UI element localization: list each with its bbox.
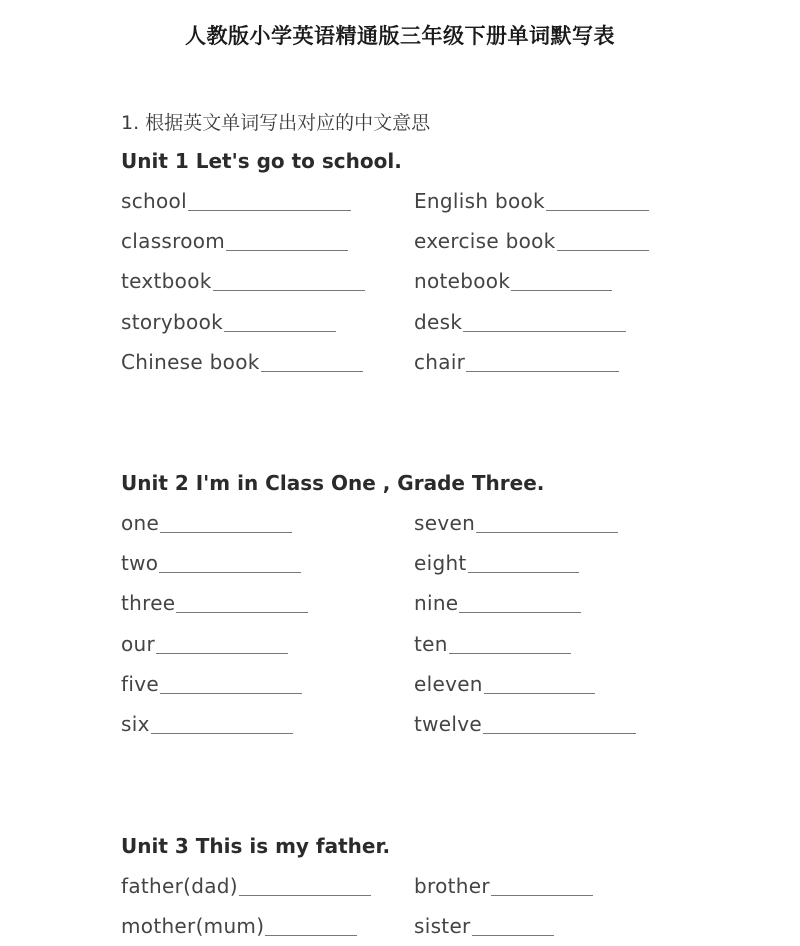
word-item [121,342,363,382]
word-row [121,906,471,946]
word-label: two [121,551,159,576]
answer-blank[interactable] [491,875,593,896]
word-label: three [121,591,176,616]
word-item [414,624,571,664]
answer-blank[interactable] [213,270,365,291]
answer-blank[interactable] [226,230,348,251]
word-label: mother(mum) [121,914,265,939]
word-row [121,181,545,221]
word-item [121,583,308,623]
word-label: storybook [121,309,224,334]
answer-blank[interactable] [466,351,619,372]
word-row [121,221,556,261]
answer-blank[interactable] [468,552,579,573]
word-item [414,221,649,261]
answer-blank[interactable] [156,633,288,654]
unit-title: Unit 2 I'm in Class One , Grade Three. [121,471,545,495]
answer-blank[interactable] [160,512,292,533]
answer-blank[interactable] [472,915,554,936]
answer-blank[interactable] [224,311,336,332]
answer-blank[interactable] [188,190,351,211]
answer-blank[interactable] [476,512,618,533]
answer-blank[interactable] [151,713,293,734]
word-row [121,302,463,342]
word-item [414,664,595,704]
word-item [121,302,336,342]
word-row [121,543,544,583]
unit-1-section [121,141,556,382]
word-label: classroom [121,229,226,254]
word-row [121,342,466,382]
word-label: one [121,511,160,535]
answer-blank[interactable] [511,270,612,291]
answer-blank[interactable] [557,230,649,251]
word-label: English book [414,189,545,213]
answer-blank[interactable] [239,875,371,896]
answer-blank[interactable] [459,592,581,613]
unit-title: Unit 3 This is my father. [121,834,391,858]
word-item [414,906,554,946]
word-label: twelve [414,711,483,736]
word-item [414,503,618,543]
word-label: notebook [414,269,511,294]
answer-blank[interactable] [261,351,363,372]
word-label: six [121,711,150,736]
word-item [121,221,348,261]
word-item [121,503,292,543]
word-label: ten [414,631,448,656]
word-row [121,261,511,301]
unit-3-section [121,826,490,946]
answer-blank[interactable] [449,633,571,654]
word-label: textbook [121,269,212,294]
word-label: exercise book [414,229,556,254]
word-label: Chinese book [121,349,260,374]
word-item [414,583,581,623]
word-label: sister [414,914,471,939]
word-label: brother [414,874,490,898]
word-item [414,866,593,906]
word-item [121,624,288,664]
answer-blank[interactable] [159,552,301,573]
answer-blank[interactable] [463,311,626,332]
word-item [121,664,302,704]
answer-blank[interactable] [176,592,308,613]
answer-blank[interactable] [484,673,595,694]
word-item [121,866,371,906]
word-label: seven [414,511,476,535]
word-item [414,181,649,221]
word-label: eleven [414,671,483,696]
word-item [121,704,293,744]
word-label: our [121,631,156,656]
unit-title: Unit 1 Let's go to school. [121,149,402,173]
page-title: 人教版小学英语精通版三年级下册单词默写表 [185,24,615,48]
word-item [121,543,301,583]
word-row [121,583,544,623]
word-row [121,624,544,664]
word-row [121,866,490,906]
word-item [414,342,619,382]
word-label: eight [414,551,467,576]
word-item [121,261,365,301]
word-row [121,704,544,744]
instruction-text: 1. 根据英文单词写出对应的中文意思 [121,112,431,134]
word-row [121,503,544,543]
word-label: desk [414,309,463,334]
word-row [121,664,544,704]
answer-blank[interactable] [160,673,302,694]
word-item [121,181,351,221]
word-item [414,261,612,301]
answer-blank[interactable] [265,915,357,936]
word-label: nine [414,591,459,616]
answer-blank[interactable] [546,190,649,211]
word-label: five [121,671,159,696]
answer-blank[interactable] [483,713,636,734]
word-item [414,543,579,583]
word-label: chair [414,349,466,374]
word-item [121,906,357,946]
word-item [414,704,636,744]
word-item [414,302,626,342]
unit-2-section [121,463,544,744]
word-label: school [121,189,187,213]
word-label: father(dad) [121,874,238,898]
